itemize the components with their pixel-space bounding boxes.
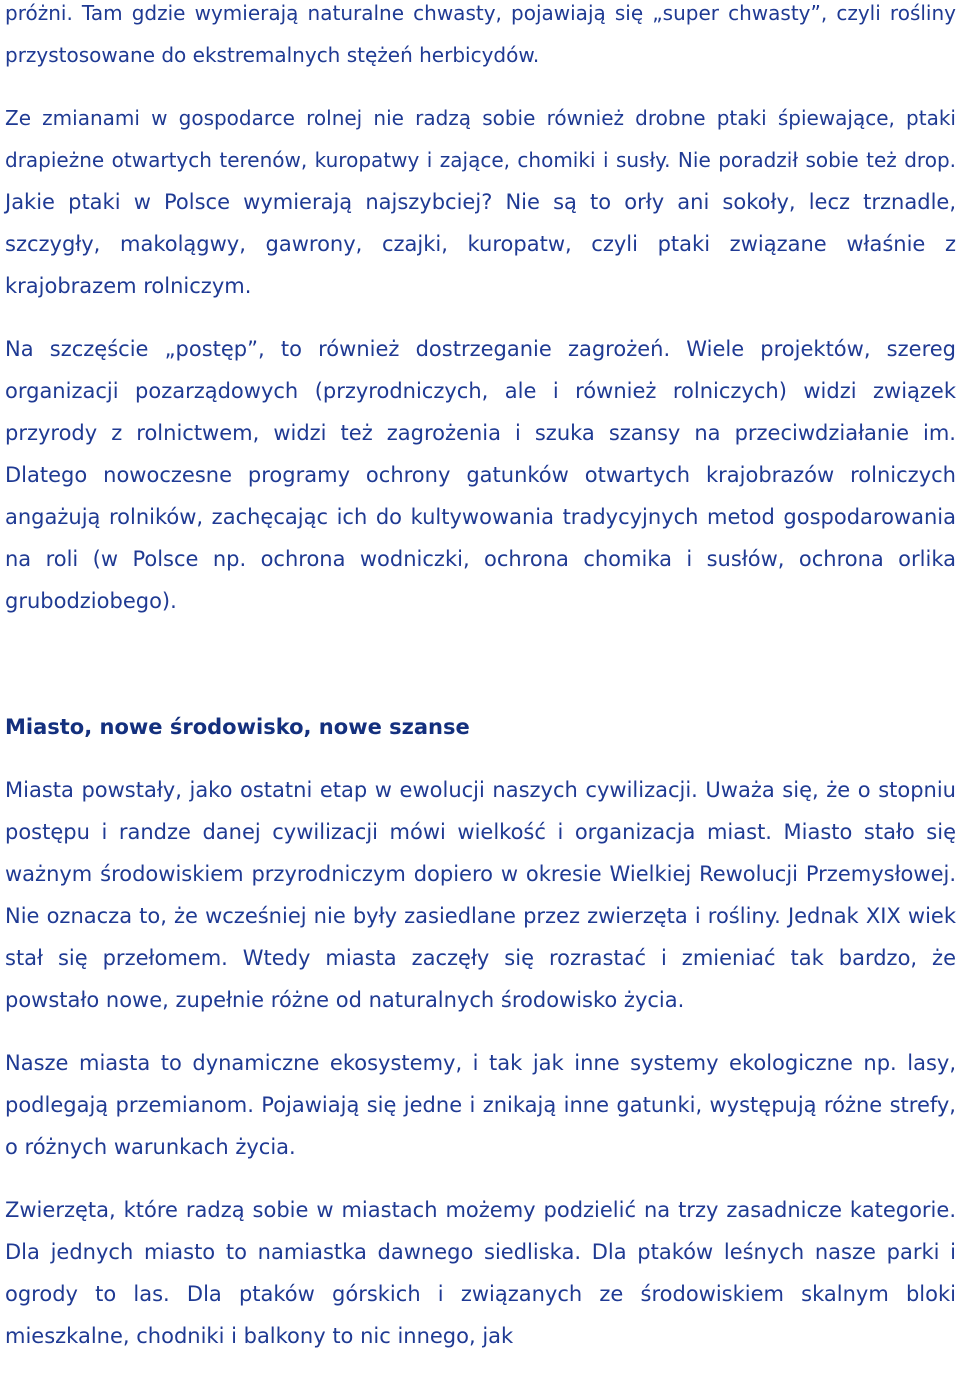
paragraph-progress xyxy=(5,328,956,622)
paragraph-herbicides xyxy=(5,0,956,76)
paragraph-text: Jakie ptaki w Polsce wymierają najszybciej? Nie są to orły ani sokoły, lecz trznadle, szczygły, makolągwy, gawrony, czajki, kuropatw, czyli ptaki związane właśnie z krajobrazem rolniczym. xyxy=(5,190,956,298)
paragraph-farm-birds xyxy=(5,97,956,307)
paragraph-text: próżni. Tam gdzie wymierają naturalne chwasty, pojawiają się „super chwasty”, czyli rośliny przystosowane do ekstremalnych stężeń herbicydów. xyxy=(5,1,956,67)
document-page xyxy=(5,0,956,1357)
paragraph-animal-categories: Zwierzęta, które radzą sobie w miastach możemy podzielić na trzy zasadnicze kategorie. Dla jednych miasto to namiastka dawnego siedliska. Dla ptaków leśnych nasze parki i ogrody to las. Dla ptaków górskich i związanych ze środowiskiem skalnym bloki mieszkalne, chodniki i balkony to nic innego, jak xyxy=(5,1198,956,1348)
paragraph-cities-origin: Miasta powstały, jako ostatni etap w ewolucji naszych cywilizacji. Uważa się, że o stopniu postępu i randze danej cywilizacji mówi wielkość i organizacja miast. Miasto stało się ważnym środowiskiem przyrodniczym dopiero w okresie Wielkiej Rewolucji Przemysłowej. Nie oznacza to, że wcześniej nie były zasiedlane przez zwierzęta i rośliny. Jednak XIX wiek stał się przełomem. Wtedy miasta zaczęły się rozrastać i zmieniać tak bardzo, że powstało nowe, zupełnie różne od naturalnych środowisko życia. xyxy=(5,778,956,1012)
section-heading: Miasto, nowe środowisko, nowe szanse xyxy=(5,715,470,739)
paragraph-dynamic-ecosystems: Nasze miasta to dynamiczne ekosystemy, i tak jak inne systemy ekologiczne np. lasy, podlegają przemianom. Pojawiają się jedne i znikają inne gatunki, występują różne strefy, o różnych warunkach życia. xyxy=(5,1051,956,1159)
paragraph-text: Na szczęście „postęp”, to również dostrzeganie zagrożeń. Wiele projektów, szereg organizacji pozarządowych (przyrodniczych, ale i również rolniczych) widzi związek przyrody z rolnictwem, widzi też zagrożenia i szuka szansy na przeciwdziałanie im. Dlatego nowoczesne programy ochrony gatunków otwartych krajobrazów rolniczych angażują rolników, zachęcając ich do kultywowania tradycyjnych metod gospodarowania na roli (w Polsce np. ochrona wodniczki, ochrona chomika i susłów, ochrona orlika grubodziobego). xyxy=(5,337,956,613)
paragraph-text: Ze zmianami w gospodarce rolnej nie radzą sobie również drobne ptaki śpiewające, ptaki drapieżne otwartych terenów, kuropatwy i zające, chomiki i susły. Nie poradził sobie też drop. xyxy=(5,106,956,172)
